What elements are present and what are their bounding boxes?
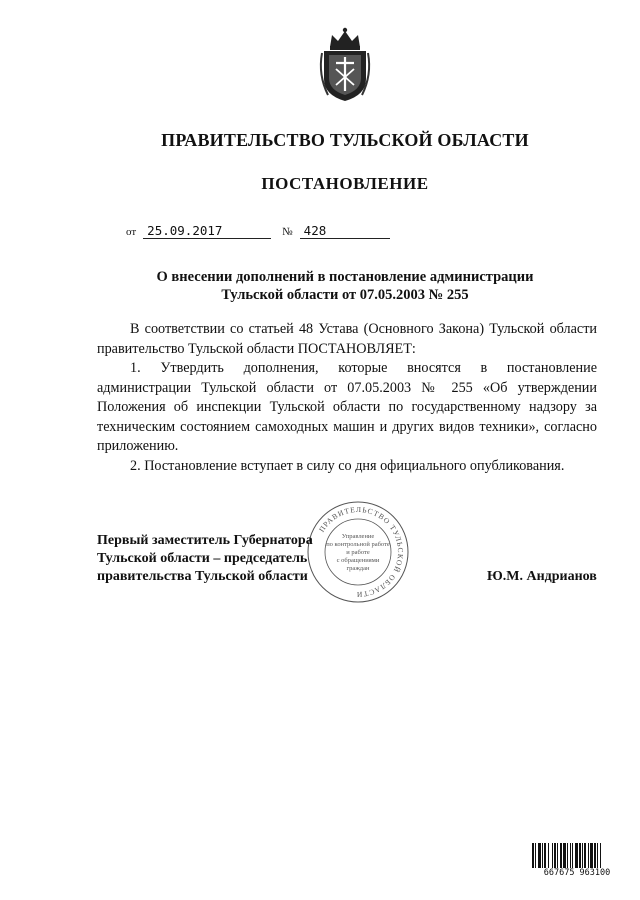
signatory-position-line: Первый заместитель Губернатора bbox=[97, 533, 313, 548]
body-paragraph: В соответствии со статьей 48 Устава (Основного Закона) Тульской области правительство Тульской области ПОСТАНОВЛЯЕТ: bbox=[97, 321, 597, 357]
document-subject bbox=[60, 268, 630, 304]
document-number: 428 bbox=[300, 224, 390, 239]
signatory-position-line: Тульской области – председатель bbox=[97, 551, 308, 566]
body-paragraph: 1. Утвердить дополнения, которые вносятся в постановление администрации Тульской области от 07.05.2003 № 255 «Об утверждении Положения об инспекции Тульской области по государственному надзору за техническим состоянием самоходных машин и других видов техники», согласно приложению. bbox=[97, 360, 597, 454]
subject-line: Тульской области от 07.05.2003 № 255 bbox=[221, 287, 469, 303]
stamp-line: по контрольной работе bbox=[326, 541, 390, 548]
stamp-line: с обращениями bbox=[336, 557, 380, 564]
signatory-name: Ю.М. Андрианов bbox=[487, 569, 597, 584]
document-date: 25.09.2017 bbox=[143, 224, 271, 239]
government-title: ПРАВИТЕЛЬСТВО ТУЛЬСКОЙ ОБЛАСТИ bbox=[161, 130, 529, 150]
subject-line: О внесении дополнений в постановление администрации bbox=[156, 269, 534, 285]
stamp-line: граждан bbox=[346, 565, 370, 572]
signatory-position bbox=[97, 532, 357, 586]
document-type: ПОСТАНОВЛЕНИЕ bbox=[261, 174, 429, 193]
stamp-ring-text: ПРАВИТЕЛЬСТВО ТУЛЬСКОЙ ОБЛАСТИ bbox=[316, 504, 406, 600]
barcode-number: 667675 963100 bbox=[531, 868, 623, 878]
document-meta bbox=[126, 224, 390, 239]
number-label: № bbox=[282, 226, 293, 238]
document-body bbox=[97, 320, 597, 476]
stamp-line: и работе bbox=[346, 549, 370, 556]
signatory-position-line: правительства Тульской области bbox=[97, 569, 308, 584]
tula-coat-of-arms-icon bbox=[316, 25, 374, 103]
date-label: от bbox=[126, 226, 137, 238]
body-paragraph: 2. Постановление вступает в силу со дня официального опубликования. bbox=[130, 457, 565, 474]
stamp-line: Управление bbox=[341, 533, 375, 540]
